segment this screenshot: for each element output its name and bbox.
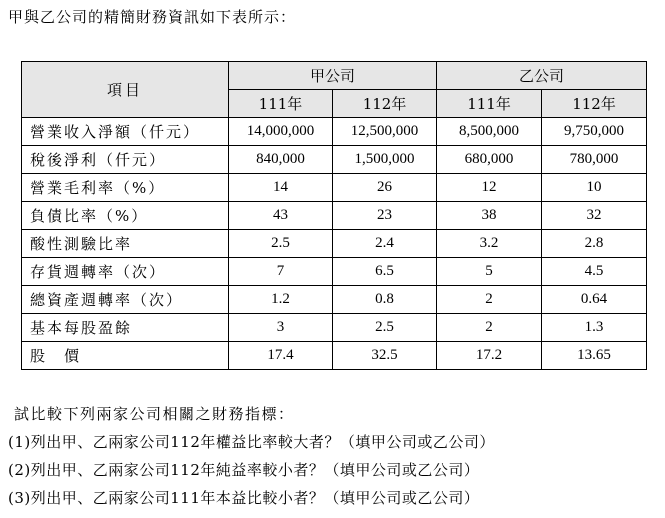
- table-cell: 6.5: [333, 258, 437, 286]
- table-cell: 2.8: [542, 230, 647, 258]
- table-row: [22, 174, 647, 202]
- table-cell: 12: [437, 174, 542, 202]
- table-cell: 23: [333, 202, 437, 230]
- table-cell: 1,500,000: [333, 146, 437, 174]
- item-column-header: 項目: [22, 62, 229, 118]
- year-header: 111年: [229, 90, 333, 118]
- company-header-b: 乙公司: [437, 62, 647, 90]
- table-cell: 840,000: [229, 146, 333, 174]
- table-cell: 0.64: [542, 286, 647, 314]
- table-cell: 3.2: [437, 230, 542, 258]
- table-cell: 680,000: [437, 146, 542, 174]
- table-row: [22, 314, 647, 342]
- table-row: [22, 258, 647, 286]
- table-row: [22, 146, 647, 174]
- company-header-a: 甲公司: [229, 62, 437, 90]
- table-cell: 14: [229, 174, 333, 202]
- table-cell: 4.5: [542, 258, 647, 286]
- table-cell: 10: [542, 174, 647, 202]
- table-cell: 9,750,000: [542, 118, 647, 146]
- table-cell: 1.3: [542, 314, 647, 342]
- table-row: [22, 230, 647, 258]
- table-cell: 17.2: [437, 342, 542, 370]
- table-cell: 2: [437, 286, 542, 314]
- table-cell: 780,000: [542, 146, 647, 174]
- table-cell: 1.2: [229, 286, 333, 314]
- intro-text: 甲與乙公司的精簡財務資訊如下表所示：: [8, 8, 297, 26]
- table-cell: 2.5: [333, 314, 437, 342]
- year-header: 112年: [542, 90, 647, 118]
- table-cell: 2.4: [333, 230, 437, 258]
- table-cell: 13.65: [542, 342, 647, 370]
- questions-title: 試比較下列兩家公司相關之財務指標：: [14, 405, 295, 423]
- table-cell: 3: [229, 314, 333, 342]
- row-label: 營業毛利率（%）: [22, 174, 229, 202]
- questions-section: [8, 400, 495, 512]
- table-cell: 5: [437, 258, 542, 286]
- table-cell: 12,500,000: [333, 118, 437, 146]
- table-cell: 2: [437, 314, 542, 342]
- table-cell: 17.4: [229, 342, 333, 370]
- row-label: 稅後淨利（仟元）: [22, 146, 229, 174]
- table-cell: 0.8: [333, 286, 437, 314]
- table-row: [22, 118, 647, 146]
- table-cell: 26: [333, 174, 437, 202]
- financial-table: [21, 61, 647, 370]
- table-cell: 38: [437, 202, 542, 230]
- table-row: [22, 342, 647, 370]
- table-cell: 14,000,000: [229, 118, 333, 146]
- table-cell: 43: [229, 202, 333, 230]
- table-cell: 8,500,000: [437, 118, 542, 146]
- table-row: [22, 286, 647, 314]
- row-label: 基本每股盈餘: [22, 314, 229, 342]
- year-header: 111年: [437, 90, 542, 118]
- question-item: (1)列出甲、乙兩家公司112年權益比率較大者？（填甲公司或乙公司）: [8, 433, 495, 451]
- row-label: 股 價: [22, 342, 229, 370]
- question-item: (3)列出甲、乙兩家公司111年本益比較小者？（填甲公司或乙公司）: [8, 489, 480, 507]
- row-label: 總資產週轉率（次）: [22, 286, 229, 314]
- year-header: 112年: [333, 90, 437, 118]
- row-label: 存貨週轉率（次）: [22, 258, 229, 286]
- table-row: [22, 202, 647, 230]
- table-cell: 2.5: [229, 230, 333, 258]
- row-label: 營業收入淨額（仟元）: [22, 118, 229, 146]
- table-cell: 32.5: [333, 342, 437, 370]
- question-item: (2)列出甲、乙兩家公司112年純益率較小者？（填甲公司或乙公司）: [8, 461, 480, 479]
- table-cell: 32: [542, 202, 647, 230]
- row-label: 負債比率（%）: [22, 202, 229, 230]
- row-label: 酸性測驗比率: [22, 230, 229, 258]
- table-cell: 7: [229, 258, 333, 286]
